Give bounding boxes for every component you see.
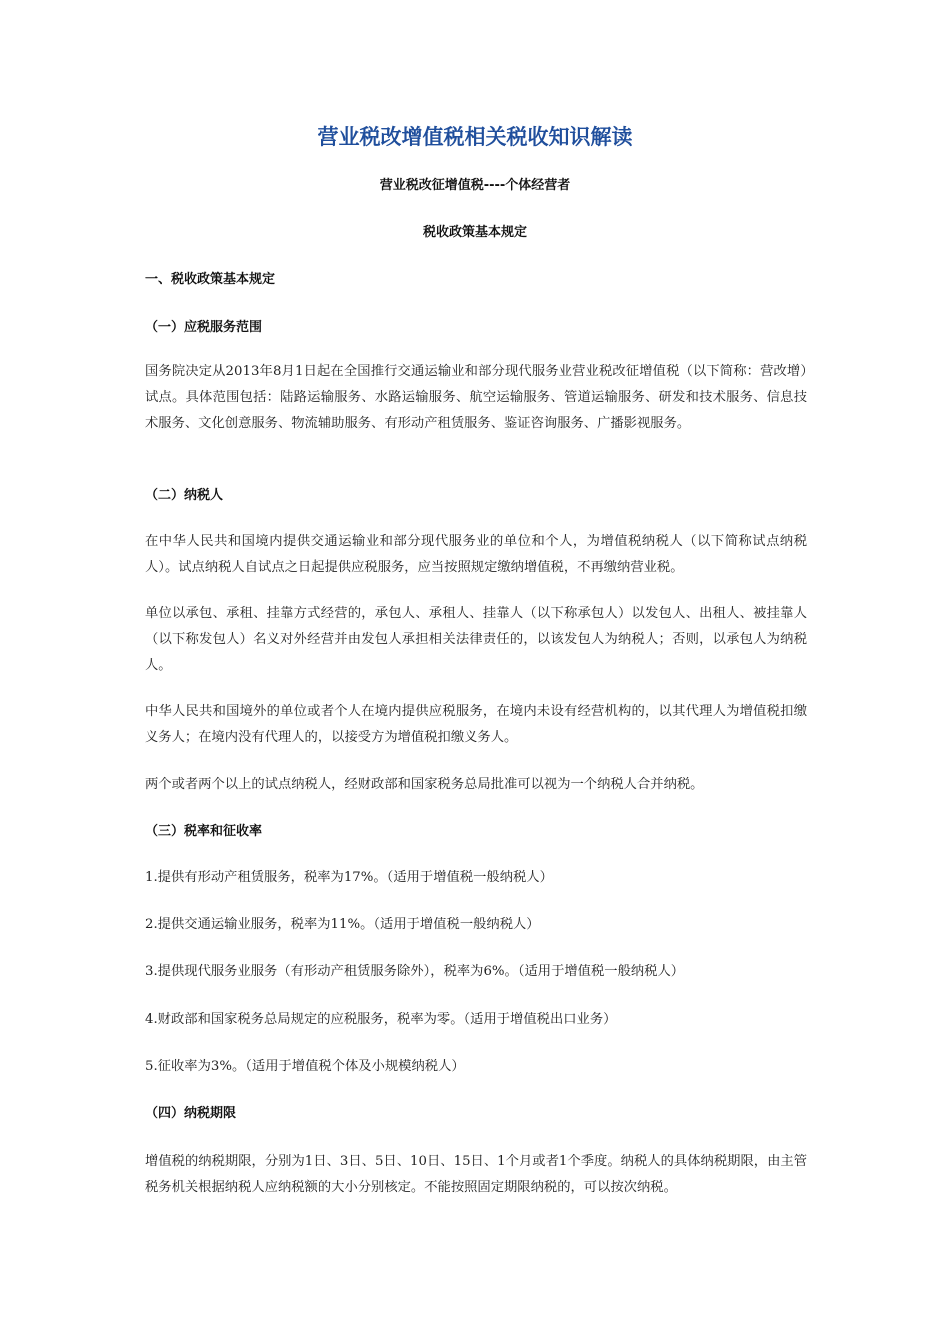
paragraph-taxpayer-2: 单位以承包、承租、挂靠方式经营的，承包人、承租人、挂靠人（以下称承包人）以发包人、出租人、被挂靠人（以下称发包人）名义对外经营并由发包人承担相关法律责任的，以该发包人为纳税人；否则，以承包人为纳税人。 bbox=[145, 606, 807, 673]
paragraph-taxpayer-4: 两个或者两个以上的试点纳税人，经财政部和国家税务总局批准可以视为一个纳税人合并纳税。 bbox=[145, 777, 704, 792]
paragraph-taxpayer-3: 中华人民共和国境外的单位或者个人在境内提供应税服务，在境内未设有经营机构的，以其代理人为增值税扣缴义务人；在境内没有代理人的，以接受方为增值税扣缴义务人。 bbox=[145, 704, 807, 745]
subsection-heading-taxpayer: （二）纳税人 bbox=[145, 488, 224, 503]
paragraph-taxpayer-1: 在中华人民共和国境内提供交通运输业和部分现代服务业的单位和个人，为增值税纳税人（以下简称试点纳税人）。试点纳税人自试点之日起提供应税服务，应当按照规定缴纳增值税，不再缴纳营业税。 bbox=[145, 534, 807, 575]
list-item-rate: 3.提供现代服务业服务（有形动产租赁服务除外），税率为6%。（适用于增值税一般纳税人） bbox=[145, 964, 685, 979]
subsection-heading-rates: （三）税率和征收率 bbox=[145, 824, 263, 839]
list-item-rate: 1.提供有形动产租赁服务，税率为17%。（适用于增值税一般纳税人） bbox=[145, 870, 553, 885]
section-heading-policy: 一、税收政策基本规定 bbox=[145, 272, 276, 287]
document-title: 营业税改增值税相关税收知识解读 bbox=[317, 125, 633, 149]
subsection-heading-period: （四）纳税期限 bbox=[145, 1106, 237, 1121]
list-item-rate: 2.提供交通运输业服务，税率为11%。（适用于增值税一般纳税人） bbox=[145, 917, 540, 932]
paragraph-period: 增值税的纳税期限，分别为1日、3日、5日、10日、15日、1个月或者1个季度。纳税人的具体纳税期限，由主管税务机关根据纳税人应纳税额的大小分别核定。不能按照固定期限纳税的，可以按次纳税。 bbox=[145, 1154, 807, 1195]
document-subtitle: 营业税改征增值税----个体经营者 bbox=[379, 178, 571, 193]
subsection-heading-scope: （一）应税服务范围 bbox=[145, 320, 263, 335]
list-item-rate: 4.财政部和国家税务总局规定的应税服务，税率为零。（适用于增值税出口业务） bbox=[145, 1012, 617, 1027]
list-item-rate: 5.征收率为3%。（适用于增值税个体及小规模纳税人） bbox=[145, 1059, 465, 1074]
document-subtitle-2: 税收政策基本规定 bbox=[422, 225, 527, 240]
paragraph-scope: 国务院决定从2013年8月1日起在全国推行交通运输业和部分现代服务业营业税改征增值税（以下简称：营改增）试点。具体范围包括：陆路运输服务、水路运输服务、航空运输服务、管道运输服务、研发和技术服务、信息技术服务、文化创意服务、物流辅助服务、有形动产租赁服务、鉴证咨询服务、广播影视服务。 bbox=[145, 364, 807, 431]
